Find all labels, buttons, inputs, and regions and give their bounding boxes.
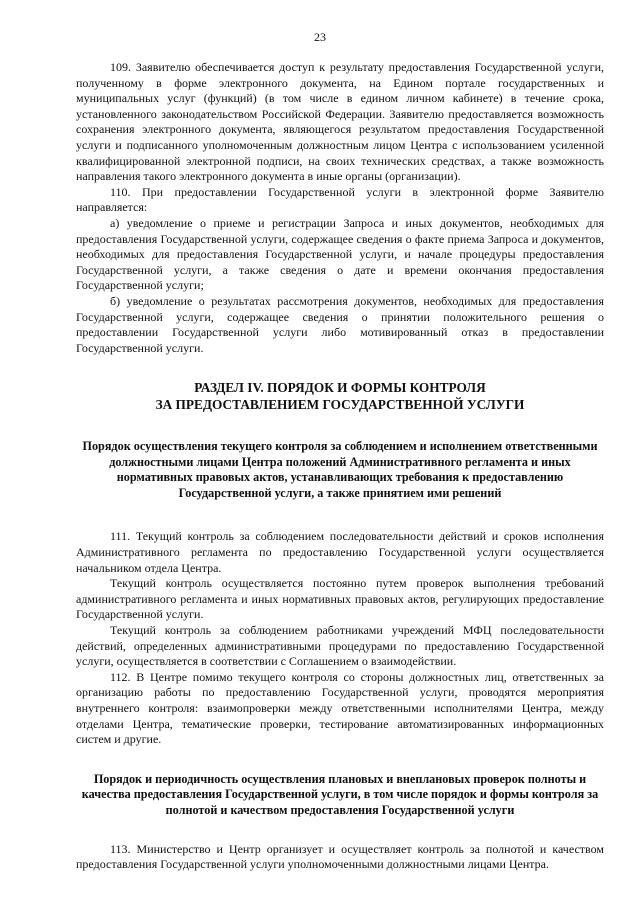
paragraph-111: 111. Текущий контроль за соблюдением последовательности действий и сроков исполнения Административного регламента по предоставлению Государственной услуги осуществляется начальником отдела Центра.	[76, 529, 604, 575]
section-heading-line-1: РАЗДЕЛ IV. ПОРЯДОК И ФОРМЫ КОНТРОЛЯ	[194, 380, 486, 396]
section-heading-line-2: ЗА ПРЕДОСТАВЛЕНИЕМ ГОСУДАРСТВЕННОЙ УСЛУГИ	[155, 396, 525, 412]
subheading-inspections: Порядок и периодичность осуществления плановых и внеплановых проверок полноты и качества предоставления Государственной услуги, в том числе порядок и формы контроля за полнотой и качеством предоставления Государственной услуги	[81, 771, 599, 817]
page-content	[76, 60, 604, 873]
section-heading	[76, 380, 604, 413]
paragraph-110-b: б) уведомление о результатах рассмотрения документов, необходимых для предоставления Государственной услуги, содержащее сведения о принятии положительного решения о предоставлении Государственной услуги либо мотивированный отказ в предоставлении Государственной услуги.	[76, 293, 604, 355]
paragraph-109: 109. Заявителю обеспечивается доступ к результату предоставления Государственной услуги, полученному в форме электронного документа, на Едином портале государственных и муниципальных услуг (функций) (в том числе в едином личном кабинете) в течение срока, установленного законодательством Российской Федерации. Заявителю предоставляется возможность сохранения электронного документа, являющегося результатом предоставления Государственной услуги и подписанного уполномоченным должностным лицом Центра с использованием усиленной квалифицированной электронной подписи, на своих технических средствах, а также возможность направления такого электронного документа в иные органы (организации).	[76, 60, 604, 184]
paragraph-111-continuous: Текущий контроль осуществляется постоянно путем проверок выполнения требований административного регламента и иных нормативных правовых актов, регулирующих предоставление Государственной услуги.	[76, 576, 604, 622]
paragraph-113: 113. Министерство и Центр организует и осуществляет контроль за полнотой и качеством предоставления Государственной услуги уполномоченными должностными лицами Центра.	[76, 841, 604, 872]
paragraph-110: 110. При предоставлении Государственной услуги в электронной форме Заявителю направляется:	[76, 184, 604, 215]
paragraph-112: 112. В Центре помимо текущего контроля со стороны должностных лиц, ответственных за организацию работы по предоставлению Государственной услуги, проводятся мероприятия внутреннего контроля: взаимопроверки между ответственными исполнителями Центра, между отделами Центра, тематические проверки, тестирование автоматизированных информационных систем и другие.	[76, 669, 604, 747]
paragraph-111-mfc: Текущий контроль за соблюдением работниками учреждений МФЦ последовательности действий, определенных административными процедурами по предоставлению Государственной услуги, осуществляется в соответствии с Соглашением о взаимодействии.	[76, 623, 604, 669]
paragraph-110-a: а) уведомление о приеме и регистрации Запроса и иных документов, необходимых для предоставления Государственной услуги, содержащее сведения о факте приема Запроса и документов, необходимых для предоставления Государственной услуги, и начале процедуры предоставления Государственной услуги, а также сведения о дате и времени окончания предоставления Государственной услуги;	[76, 215, 604, 293]
page-number: 23	[314, 30, 326, 44]
subheading-current-control: Порядок осуществления текущего контроля за соблюдением и исполнением ответственными должностными лицами Центра положений Административного регламента и иных нормативных правовых актов, устанавливающих требования к предоставлению Государственной услуги, а также принятием ими решений	[82, 439, 598, 500]
